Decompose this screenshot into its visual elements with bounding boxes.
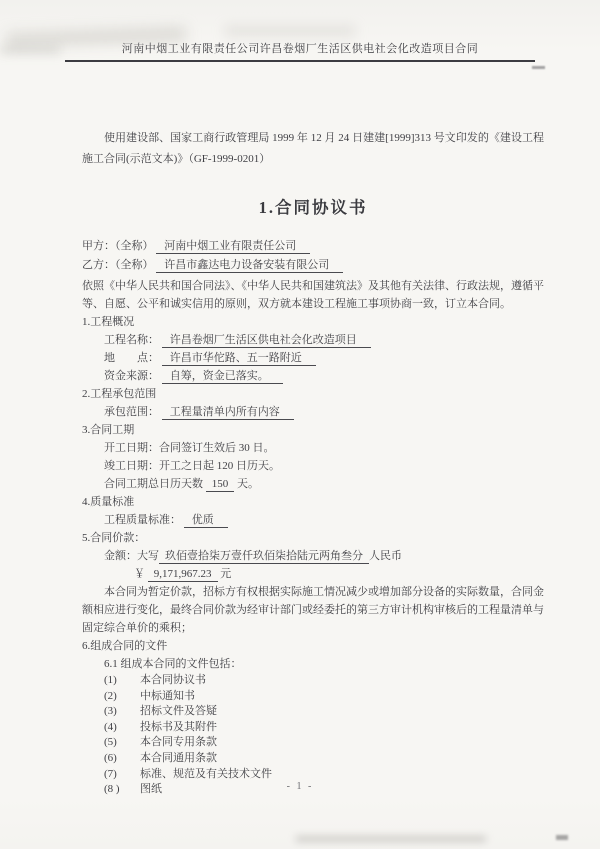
list-item-label: 标准、规范及有关技术文件 (140, 767, 272, 780)
scan-artifact (225, 26, 355, 36)
funding-source-value: 自筹，资金已落实。 (162, 370, 283, 384)
clause-1-heading: 1.工程概况 (82, 316, 135, 328)
list-item-number: (2) (104, 689, 117, 702)
list-item-label: 图纸 (140, 783, 162, 796)
project-name-value: 许昌卷烟厂生活区供电社会化改造项目 (162, 334, 371, 348)
quality-standard-value: 优质 (184, 514, 228, 528)
party-b-line (82, 256, 544, 275)
project-location-value: 许昌市华佗路、五一路附近 (162, 352, 316, 366)
clause-6-subheading: 6.1 组成本合同的文件包括： (104, 658, 242, 670)
total-duration-prefix: 合同工期总日历天数 (104, 478, 203, 490)
scan-artifact (296, 836, 486, 842)
list-item-label: 本合同专用条款 (140, 736, 217, 749)
amount-unit: 元 (220, 568, 232, 580)
page-number: - 1 - (286, 781, 314, 792)
amount-currency-suffix: 人民币 (369, 550, 402, 562)
document-body (0, 128, 600, 798)
list-item (104, 751, 544, 767)
party-b-value: 许昌市鑫达电力设备安装有限公司 (156, 259, 343, 273)
project-location-label: 地 点： (104, 352, 159, 364)
header-rule (65, 60, 535, 62)
party-a-label: 甲方：（全称） (82, 240, 154, 252)
project-name-line (104, 331, 544, 349)
total-duration-line (104, 475, 544, 493)
list-item (104, 704, 544, 720)
list-item-number: (5) (104, 736, 117, 749)
quality-standard-label: 工程质量标准： (104, 514, 181, 526)
document-header-title: 河南中烟工业有限责任公司许昌卷烟厂生活区供电社会化改造项目合同 (121, 43, 479, 55)
project-name-label: 工程名称： (104, 334, 159, 346)
total-duration-suffix: 天。 (237, 478, 259, 490)
total-duration-days: 150 (206, 478, 235, 492)
list-item-number: (6) (104, 751, 117, 764)
party-a-value: 河南中烟工业有限责任公司 (156, 240, 310, 254)
clause-5-heading: 5.合同价款： (82, 532, 146, 544)
contract-scope-value: 工程量清单内所有内容 (162, 406, 294, 420)
list-item (104, 689, 544, 705)
amount-figure-value: 9,171,967.23 (148, 568, 218, 582)
contract-files-list (104, 673, 544, 798)
list-item (104, 673, 544, 689)
list-item (104, 767, 544, 783)
list-item-number: (8 ) (104, 783, 120, 796)
contract-scope-label: 承包范围： (104, 406, 159, 418)
list-item (104, 720, 544, 736)
contract-scope-line (104, 403, 544, 421)
clause-2-heading: 2.工程承包范围 (82, 388, 157, 400)
list-item-number: (7) (104, 767, 117, 780)
clause-4-heading: 4.质量标准 (82, 496, 135, 508)
completion-date-line: 竣工日期：开工之日起 120 日历天。 (104, 460, 280, 472)
amount-label: 金额：大写 (104, 550, 159, 562)
list-item-label: 本合同协议书 (140, 674, 206, 686)
party-b-label: 乙方：（全称） (82, 259, 154, 271)
list-item-number: (1) (104, 674, 117, 686)
preamble-paragraph: 依照《中华人民共和国合同法》、《中华人民共和国建筑法》及其他有关法律、行政法规，遵循平等、自愿、公平和诚实信用的原则，双方就本建设工程施工事项协商一致，订立本合同。 (82, 280, 544, 310)
scan-artifact (556, 835, 568, 840)
agreement-title: 1.合同协议书 (258, 198, 368, 217)
currency-symbol: ￥ (134, 568, 145, 580)
clause-6-heading: 6.组成合同的文件 (82, 640, 168, 652)
funding-source-label: 资金来源： (104, 370, 159, 382)
list-item-number: (4) (104, 720, 117, 733)
quality-standard-line (104, 511, 544, 529)
scan-artifact (532, 66, 545, 69)
list-item-label: 投标书及其附件 (140, 720, 217, 733)
list-item (104, 735, 544, 751)
party-a-line (82, 237, 544, 256)
price-note-paragraph: 本合同为暂定价款，招标方有权根据实际施工情况减少或增加部分设备的实际数量，合同金额相应进行变化，最终合同价款为经审计部门或经委托的第三方审计机构审核后的工程量清单与固定综合单价的乘积； (82, 586, 544, 634)
list-item-label: 本合同通用条款 (140, 751, 217, 764)
start-date-line: 开工日期：合同签订生效后 30 日。 (104, 442, 275, 454)
list-item-number: (3) (104, 705, 117, 718)
amount-figure-line (134, 565, 544, 583)
list-item-label: 中标通知书 (140, 689, 195, 702)
funding-source-line (104, 367, 544, 385)
amount-words-line (104, 547, 544, 565)
intro-paragraph: 使用建设部、国家工商行政管理局 1999 年 12 月 24 日建建[1999]313 号文印发的《建设工程施工合同(示范文本)》（GF-1999-0201） (82, 132, 544, 165)
clause-3-heading: 3.合同工期 (82, 424, 135, 436)
list-item-label: 招标文件及答疑 (140, 705, 217, 718)
amount-words-value: 玖佰壹拾柒万壹仟玖佰柒拾陆元两角叁分 (159, 550, 369, 564)
project-location-line (104, 349, 544, 367)
